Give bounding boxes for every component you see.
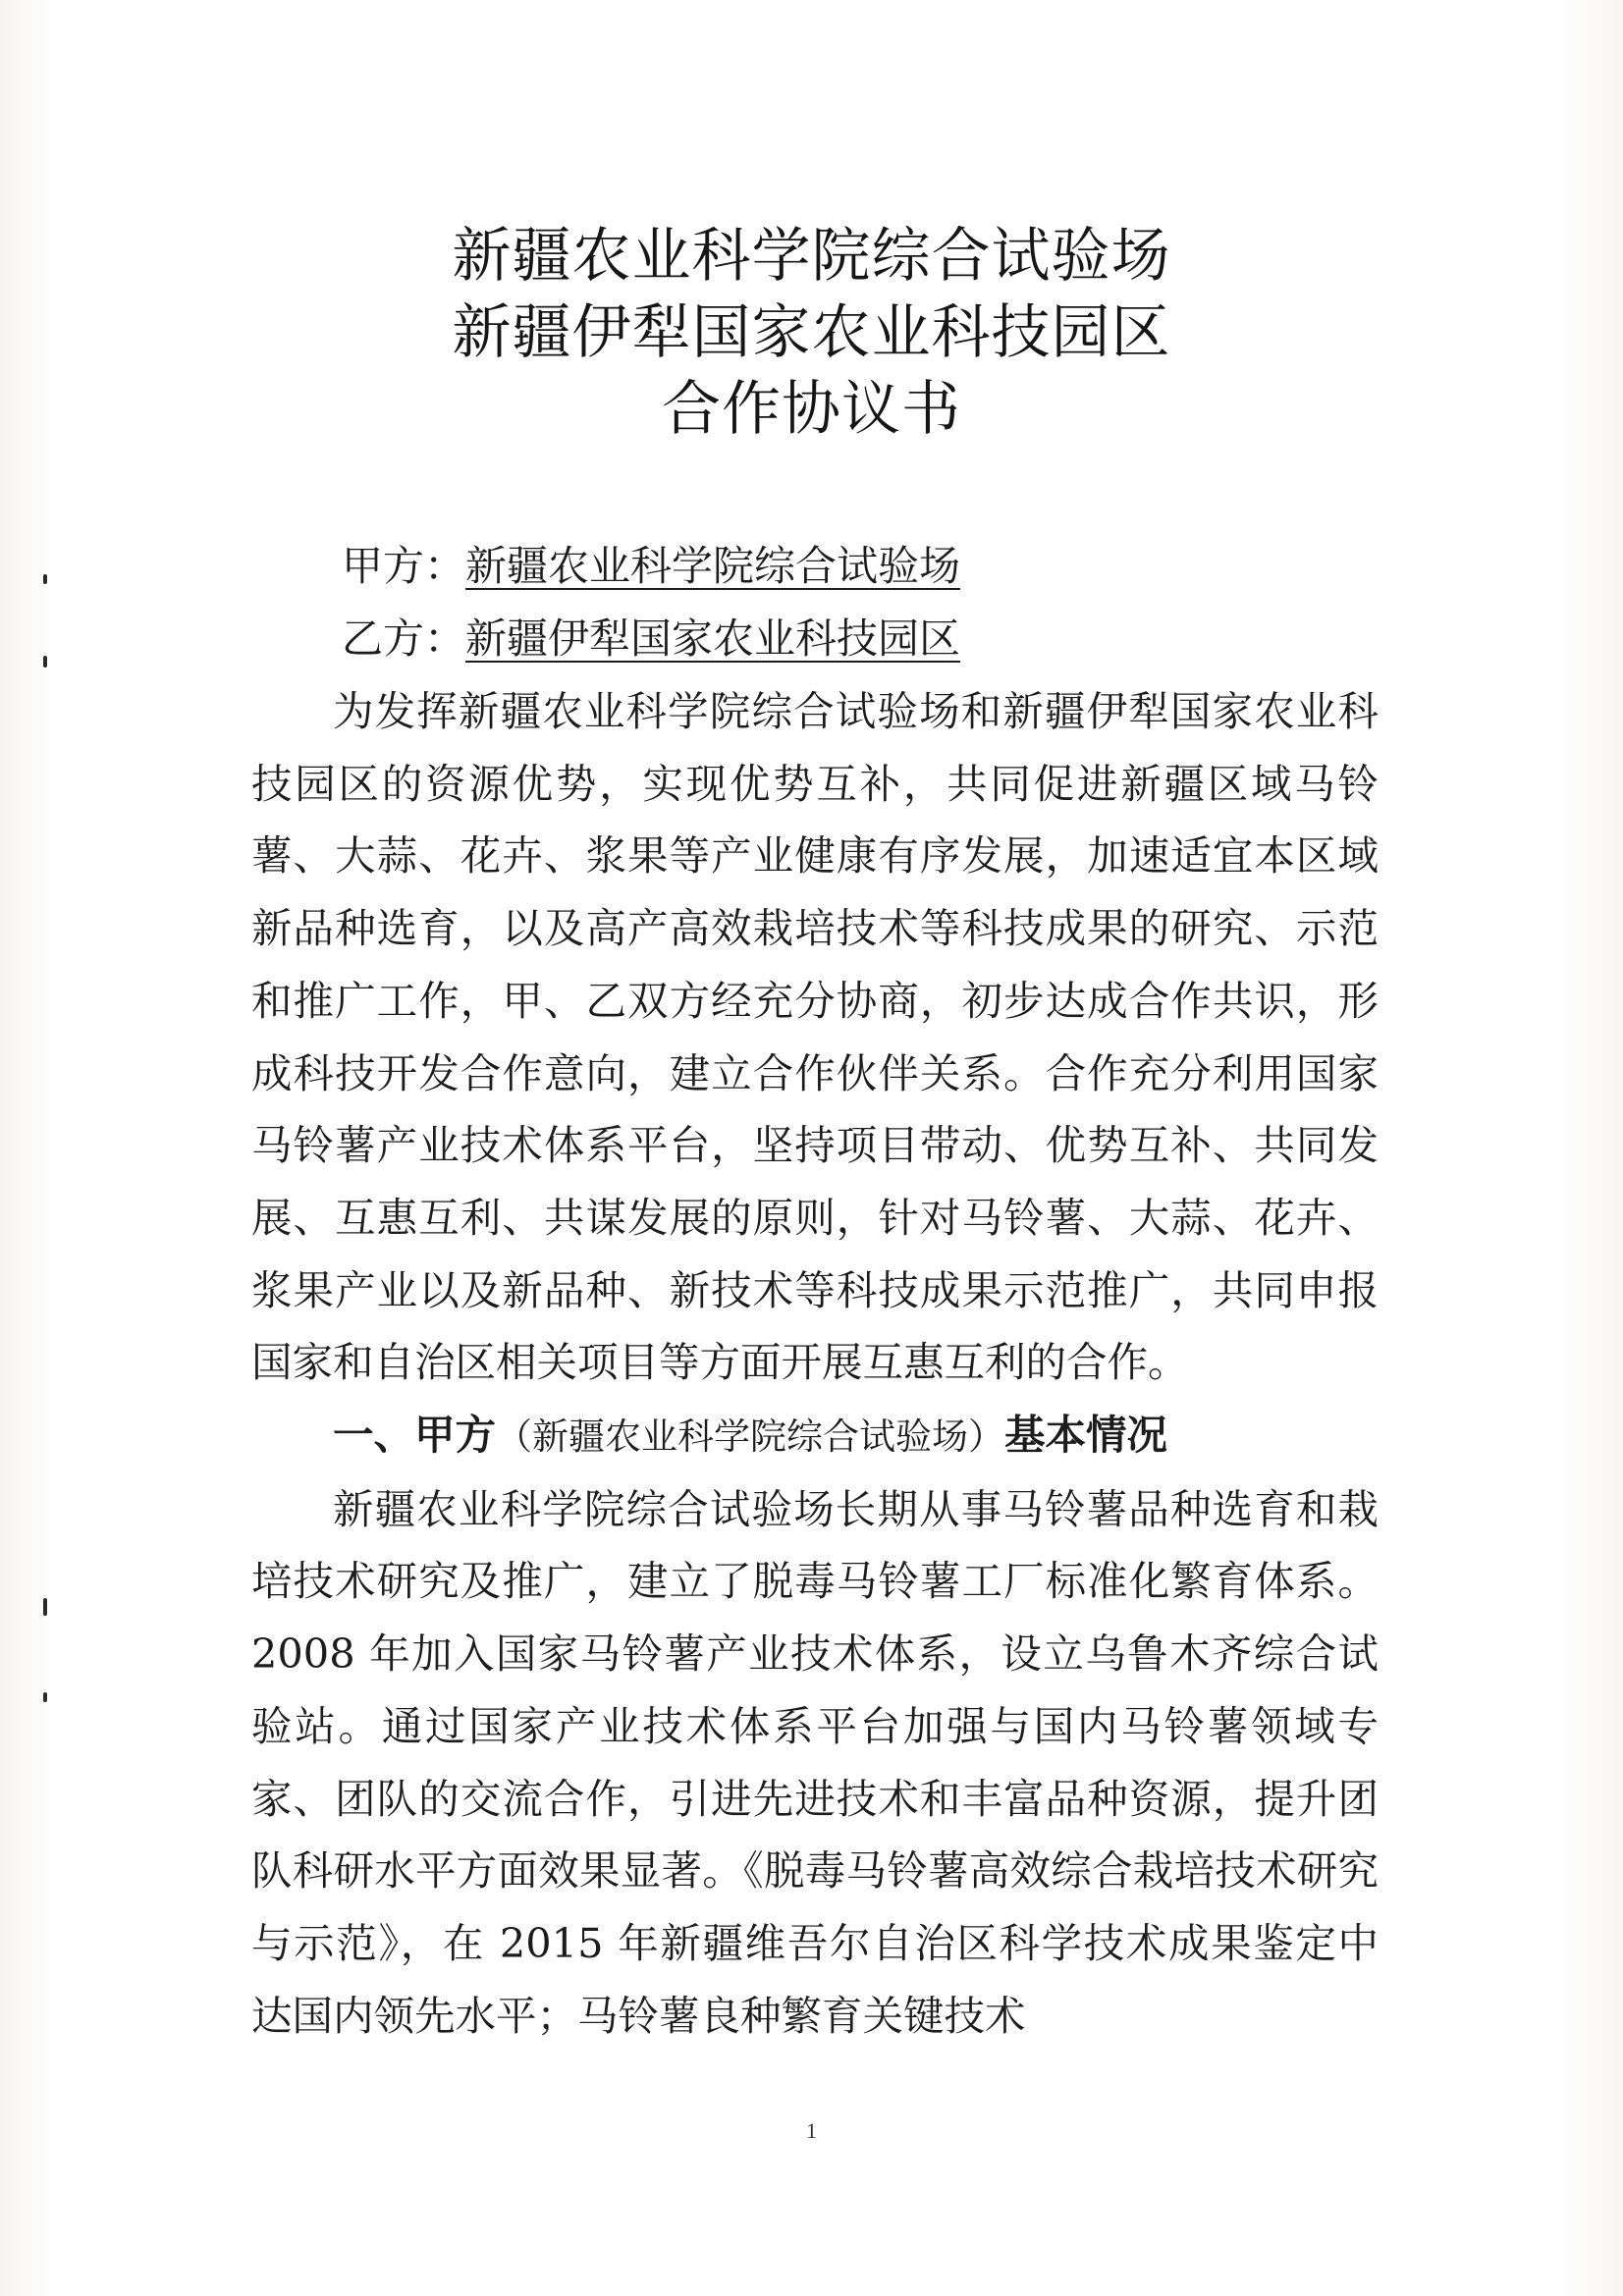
party-b-value: 新疆伊犁国家农业科技园区	[465, 614, 961, 663]
agreement-body	[251, 675, 1379, 2052]
party-b-row	[342, 603, 960, 675]
intro-paragraph: 为发挥新疆农业科学院综合试验场和新疆伊犁国家农业科技园区的资源优势，实现优势互补，共同促进新疆区域马铃薯、大蒜、花卉、浆果等产业健康有序发展，加速适宜本区域新品种选育，以及高产高效栽培技术等科技成果的研究、示范和推广工作，甲、乙双方经充分协商，初步达成合作共识，形成科技开发合作意向，建立合作伙伴关系。合作充分利用国家马铃薯产业技术体系平台，坚持项目带动、优势互补、共同发展、互惠互利、共谋发展的原则，针对马铃薯、大蒜、花卉、浆果产业以及新品种、新技术等科技成果示范推广，共同申报国家和自治区相关项目等方面开展互惠互利的合作。	[251, 687, 1379, 1387]
binder-mark	[43, 656, 47, 667]
document-title	[0, 218, 1623, 448]
party-a-label: 甲方：	[342, 542, 466, 590]
party-b-label: 乙方：	[342, 614, 466, 663]
title-line-3: 合作协议书	[662, 375, 961, 444]
section-1-subtitle: （新疆农业科学院综合试验场）	[496, 1415, 1005, 1459]
section-1-paragraph: 新疆农业科学院综合试验场长期从事马铃薯品种选育和栽培技术研究及推广，建立了脱毒马铃薯工厂标准化繁育体系。2008 年加入国家马铃薯产业技术体系，设立乌鲁木齐综合试验站。通过国家产业技术体系平台加强与国内马铃薯领域专家、团队的交流合作，引进先进技术和丰富品种资源，提升团队科研水平方面效果显著。《脱毒马铃薯高效综合栽培技术研究与示范》，在 2015 年新疆维吾尔自治区科学技术成果鉴定中达国内领先水平；马铃薯良种繁育关键技术	[251, 1484, 1379, 2040]
party-a-value: 新疆农业科学院综合试验场	[465, 542, 961, 590]
section-1-prefix: 一、甲方	[333, 1411, 497, 1460]
binder-mark	[43, 574, 47, 584]
binder-mark	[43, 1598, 47, 1616]
title-line-1: 新疆农业科学院综合试验场	[452, 222, 1171, 291]
binder-mark	[43, 1692, 47, 1702]
page-number: 1	[806, 2118, 817, 2143]
section-1-heading	[251, 1399, 1379, 1473]
title-line-2: 新疆伊犁国家农业科技园区	[452, 298, 1171, 367]
parties	[342, 530, 960, 675]
section-1-suffix: 基本情况	[1004, 1411, 1168, 1460]
party-a-row	[342, 530, 960, 603]
